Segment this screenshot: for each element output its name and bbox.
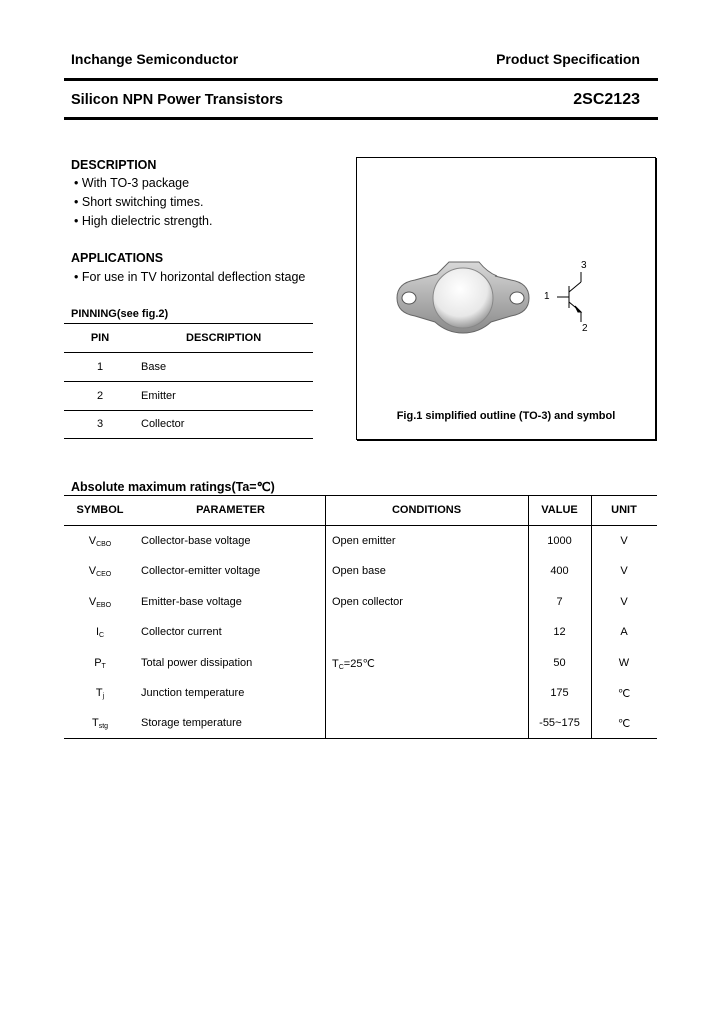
doc-type: Product Specification <box>496 51 640 67</box>
unit-cell: A <box>620 626 628 639</box>
to3-package-icon <box>397 262 529 333</box>
unit-cell: V <box>620 565 628 578</box>
table-row <box>64 410 313 439</box>
symbol-header: SYMBOL <box>76 504 124 516</box>
pinning-header-row <box>64 324 313 353</box>
value-cell: -55~175 <box>539 717 580 730</box>
applications-title: APPLICATIONS <box>71 251 164 265</box>
parameter-cell: Total power dissipation <box>141 656 253 669</box>
pin-number: 3 <box>96 418 104 430</box>
value-cell: 50 <box>553 656 566 669</box>
header-rule-top <box>64 78 658 81</box>
value-header: VALUE <box>541 504 578 516</box>
product-line: Silicon NPN Power Transistors <box>71 92 283 108</box>
table-row <box>64 353 313 382</box>
value-cell: 400 <box>550 565 569 578</box>
unit-cell: ℃ <box>617 718 631 731</box>
ratings-header-row <box>64 495 657 525</box>
unit-cell: ℃ <box>617 688 631 700</box>
symbol-cell: $V_{CEO}$ <box>88 565 112 579</box>
value-cell: 12 <box>553 626 566 639</box>
symbol-cell: $T_{stg}$ <box>91 717 109 731</box>
parameter-cell: Collector current <box>141 626 222 639</box>
part-number: 2SC2123 <box>573 91 640 108</box>
table-row <box>64 526 657 556</box>
pin-number: 1 <box>96 361 104 373</box>
pin-description: Emitter <box>141 390 176 402</box>
table-row <box>64 617 657 647</box>
description-item: • Short switching times. <box>74 195 204 209</box>
header-rule-bottom <box>64 117 658 120</box>
conditions-header: CONDITIONS <box>391 504 462 516</box>
description-title: DESCRIPTION <box>71 158 157 172</box>
unit-cell: W <box>618 656 630 669</box>
parameter-cell: Collector-emitter voltage <box>141 565 261 578</box>
conditions-cell: Open emitter <box>332 535 396 547</box>
pin-header: PIN <box>90 332 110 344</box>
npn-transistor-symbol-icon <box>557 272 581 322</box>
conditions-cell: Open base <box>332 565 386 578</box>
table-row <box>64 587 657 617</box>
pin-description: Base <box>141 361 167 373</box>
pin-label-emitter: 2 <box>582 323 588 334</box>
unit-cell: V <box>620 535 628 547</box>
unit-cell: V <box>620 595 628 608</box>
to3-package-drawing <box>357 158 655 439</box>
symbol-cell: $I_C$ <box>95 626 105 640</box>
applications-item: • For use in TV horizontal deflection stage <box>74 270 306 284</box>
table-row <box>64 382 313 411</box>
parameter-cell: Storage temperature <box>141 717 242 730</box>
pin-description: Collector <box>141 418 185 430</box>
pin-label-base: 1 <box>544 291 550 302</box>
symbol-cell: $P_T$ <box>94 656 106 670</box>
symbol-cell: $T_j$ <box>95 687 105 700</box>
symbol-cell: $V_{EBO}$ <box>88 595 112 609</box>
figure-box <box>356 157 656 440</box>
unit-header: UNIT <box>611 504 637 516</box>
description-header: DESCRIPTION <box>186 332 262 344</box>
pin-label-collector: 3 <box>581 260 587 271</box>
table-row <box>64 708 657 738</box>
company-name: Inchange Semiconductor <box>71 51 239 67</box>
table-row <box>64 648 657 678</box>
table-row <box>64 556 657 586</box>
pin-number: 2 <box>96 390 104 402</box>
pinning-title: PINNING(see fig.2) <box>71 308 169 320</box>
parameter-header: PARAMETER <box>196 504 265 516</box>
description-item: • High dielectric strength. <box>74 214 213 228</box>
symbol-cell: $V_{CBO}$ <box>88 535 112 548</box>
ratings-title: Absolute maximum ratings(Ta=℃) <box>71 480 275 494</box>
description-item: • With TO-3 package <box>74 176 190 190</box>
figure-caption: Fig.1 simplified outline (TO-3) and symbol <box>396 410 616 422</box>
parameter-cell: Junction temperature <box>141 687 245 699</box>
value-cell: 7 <box>556 595 563 608</box>
value-cell: 175 <box>550 687 569 699</box>
conditions-cell: $T_C=25℃$ <box>332 657 375 671</box>
parameter-cell: Emitter-base voltage <box>141 595 242 608</box>
conditions-cell: Open collector <box>332 595 403 608</box>
table-row <box>64 678 657 708</box>
parameter-cell: Collector-base voltage <box>141 535 251 547</box>
value-cell: 1000 <box>547 535 572 547</box>
